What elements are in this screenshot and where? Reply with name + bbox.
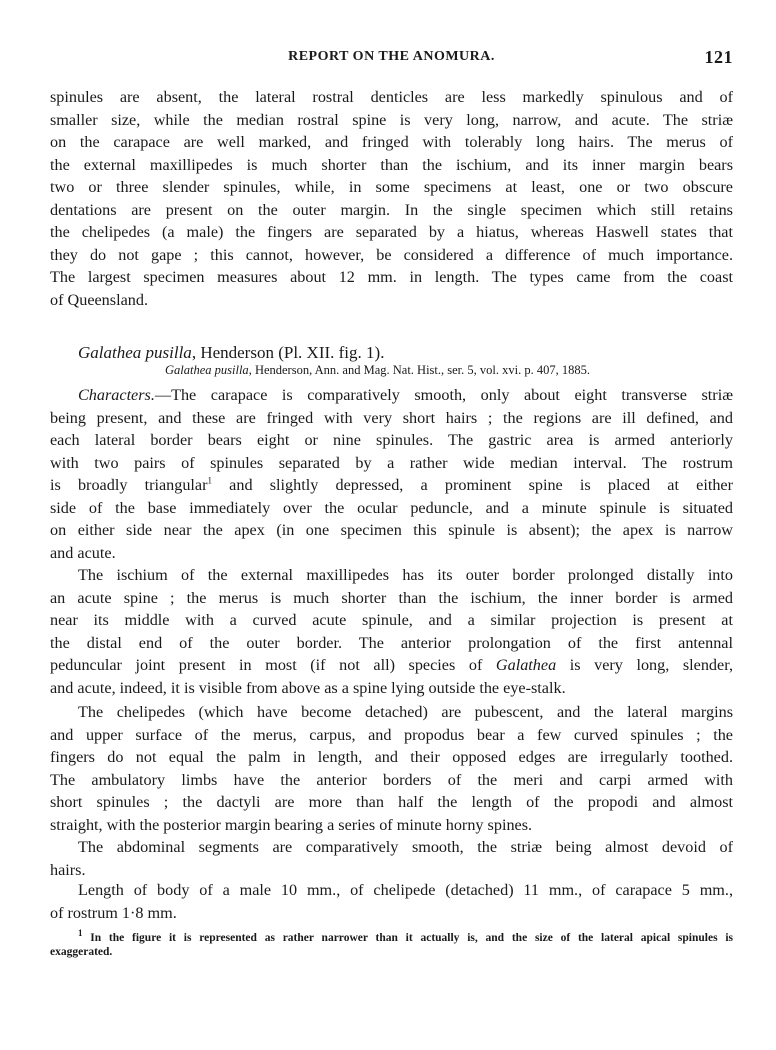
text-segment: with two pairs of spinules separated by a rather wide median interval. The rostrum bbox=[50, 453, 733, 472]
text-segment: fingers do not equal the palm in length, and their opposed edges are irregularly toothed. bbox=[50, 748, 733, 766]
italic-text: Galathea pusilla bbox=[165, 363, 249, 377]
text-line bbox=[50, 407, 733, 430]
text-segment: side of the base immediately over the ocular peduncle, and a minute spinule is situated bbox=[50, 498, 733, 517]
footnote-marker: 1 bbox=[207, 475, 213, 486]
text-line bbox=[50, 199, 733, 222]
text-line bbox=[50, 945, 733, 959]
text-segment: being present, and these are fringed with very short hairs ; the regions are ill defined, and bbox=[50, 408, 733, 427]
text-segment: The largest specimen measures about 12 mm. in length. The types came from the coast bbox=[50, 268, 733, 286]
text-segment: The abdominal segments are comparatively smooth, the striæ being almost devoid of bbox=[78, 838, 733, 856]
text-segment: they do not gape ; this cannot, however, be considered a difference of much importance. bbox=[50, 245, 733, 264]
text-line bbox=[50, 814, 733, 837]
text-line bbox=[50, 746, 733, 769]
text-line bbox=[50, 266, 733, 289]
text-segment: smaller size, while the median rostral spine is very long, narrow, and acute. The striæ bbox=[50, 110, 733, 129]
synonymy-citation bbox=[50, 361, 733, 379]
paragraph-ischium bbox=[50, 564, 733, 699]
text-segment: on the carapace are well marked, and fringed with tolerably long hairs. The merus of bbox=[50, 133, 733, 151]
text-segment: of Queensland. bbox=[50, 290, 148, 309]
text-line bbox=[50, 632, 733, 655]
text-line bbox=[50, 677, 733, 700]
text-line bbox=[50, 587, 733, 610]
text-segment: peduncular joint present in most (if not all) species of bbox=[50, 656, 496, 674]
text-line bbox=[50, 609, 733, 632]
text-line bbox=[50, 244, 733, 267]
text-segment: of rostrum 1·8 mm. bbox=[50, 903, 177, 922]
text-line bbox=[50, 564, 733, 587]
text-line bbox=[50, 791, 733, 814]
text-segment: The ambulatory limbs have the anterior borders of the meri and carpi armed with bbox=[50, 770, 733, 789]
page-number: 121 bbox=[704, 47, 733, 67]
text-segment: short spinules ; the dactyli are more than half the length of the propodi and almost bbox=[50, 793, 733, 811]
text-line bbox=[50, 519, 733, 542]
text-segment: , Henderson (Pl. XII. fig. 1). bbox=[191, 343, 385, 362]
text-segment: straight, with the posterior margin bearing a series of minute horny spines. bbox=[50, 815, 533, 834]
text-segment: is broadly triangular bbox=[50, 476, 208, 494]
text-segment: on either side near the apex (in one specimen this spinule is absent); the apex is narrow bbox=[50, 521, 733, 539]
text-line bbox=[50, 474, 733, 497]
text-line bbox=[50, 701, 733, 724]
text-segment: and slightly depressed, a prominent spine is placed at either bbox=[212, 476, 733, 494]
text-segment: , Henderson, Ann. and Mag. Nat. Hist., ser. 5, vol. xvi. p. 407, 1885. bbox=[248, 363, 590, 377]
text-segment: dentations are present on the outer margin. In the single specimen which still retains bbox=[50, 200, 733, 219]
text-line bbox=[50, 724, 733, 747]
text-segment: an acute spine ; the merus is much shorter than the ischium, the inner border is armed bbox=[50, 588, 733, 607]
text-line bbox=[50, 836, 733, 859]
italic-text: Galathea pusilla bbox=[78, 343, 192, 362]
text-line bbox=[50, 902, 733, 925]
text-segment: the external maxillipedes is much shorter than the ischium, and its inner margin bears bbox=[50, 155, 733, 174]
text-line bbox=[50, 289, 733, 312]
text-segment: exaggerated. bbox=[50, 946, 113, 958]
text-segment: hairs. bbox=[50, 860, 86, 879]
paragraph-queensland bbox=[50, 86, 733, 311]
text-line bbox=[50, 769, 733, 792]
text-segment: and upper surface of the merus, carpus, and propodus bear a few curved spinules ; the bbox=[50, 725, 733, 744]
text-line bbox=[50, 497, 733, 520]
text-line bbox=[50, 542, 733, 565]
text-line bbox=[50, 384, 733, 407]
text-line bbox=[50, 131, 733, 154]
paragraph-abdominal bbox=[50, 836, 733, 881]
text-segment: is very long, slender, bbox=[556, 656, 733, 674]
text-line bbox=[50, 654, 733, 677]
text-segment: each lateral border bears eight or nine spinules. The gastric area is armed anteriorly bbox=[50, 431, 733, 449]
paragraph-length bbox=[50, 879, 733, 924]
text-segment: spinules are absent, the lateral rostral denticles are less markedly spinulous and of bbox=[50, 88, 733, 106]
footnote-marker: 1 bbox=[78, 928, 83, 939]
paragraph-chelipedes bbox=[50, 701, 733, 836]
text-line bbox=[50, 928, 733, 945]
text-line bbox=[50, 879, 733, 902]
running-title: REPORT ON THE ANOMURA. bbox=[288, 49, 495, 64]
text-segment: —The carapace is comparatively smooth, only about eight transverse striæ bbox=[154, 386, 733, 404]
text-segment: near its middle with a curved acute spinule, and a similar projection is present at bbox=[50, 611, 733, 629]
footnote bbox=[50, 928, 733, 959]
paragraph-characters bbox=[50, 384, 733, 564]
text-line bbox=[50, 859, 733, 882]
text-segment: the chelipedes (a male) the fingers are separated by a hiatus, whereas Haswell states that bbox=[50, 223, 733, 241]
italic-text: Characters. bbox=[78, 386, 155, 404]
text-line bbox=[50, 429, 733, 452]
text-line bbox=[50, 176, 733, 199]
text-segment: The ischium of the external maxillipedes has its outer border prolonged distally into bbox=[78, 566, 733, 584]
text-segment: The chelipedes (which have become detached) are pubescent, and the lateral margins bbox=[78, 703, 733, 721]
text-line bbox=[50, 221, 733, 244]
text-line bbox=[50, 154, 733, 177]
text-segment: the distal end of the outer border. The anterior prolongation of the first antennal bbox=[50, 633, 733, 652]
text-line bbox=[50, 86, 733, 109]
text-line bbox=[50, 109, 733, 132]
text-segment: and acute, indeed, it is visible from above as a spine lying outside the eye-stalk. bbox=[50, 678, 566, 697]
text-segment: In the figure it is represented as rather narrower than it actually is, and the size of the lateral apical spinules is bbox=[82, 932, 733, 944]
text-line bbox=[50, 361, 733, 379]
text-segment: two or three slender spinules, while, in some specimens at least, one or two obscure bbox=[50, 178, 733, 196]
running-header bbox=[50, 47, 733, 69]
text-segment: Length of body of a male 10 mm., of chelipede (detached) 11 mm., of carapace 5 mm., bbox=[78, 881, 733, 899]
text-segment: and acute. bbox=[50, 543, 116, 562]
text-line bbox=[50, 452, 733, 475]
italic-text: Galathea bbox=[495, 656, 557, 674]
